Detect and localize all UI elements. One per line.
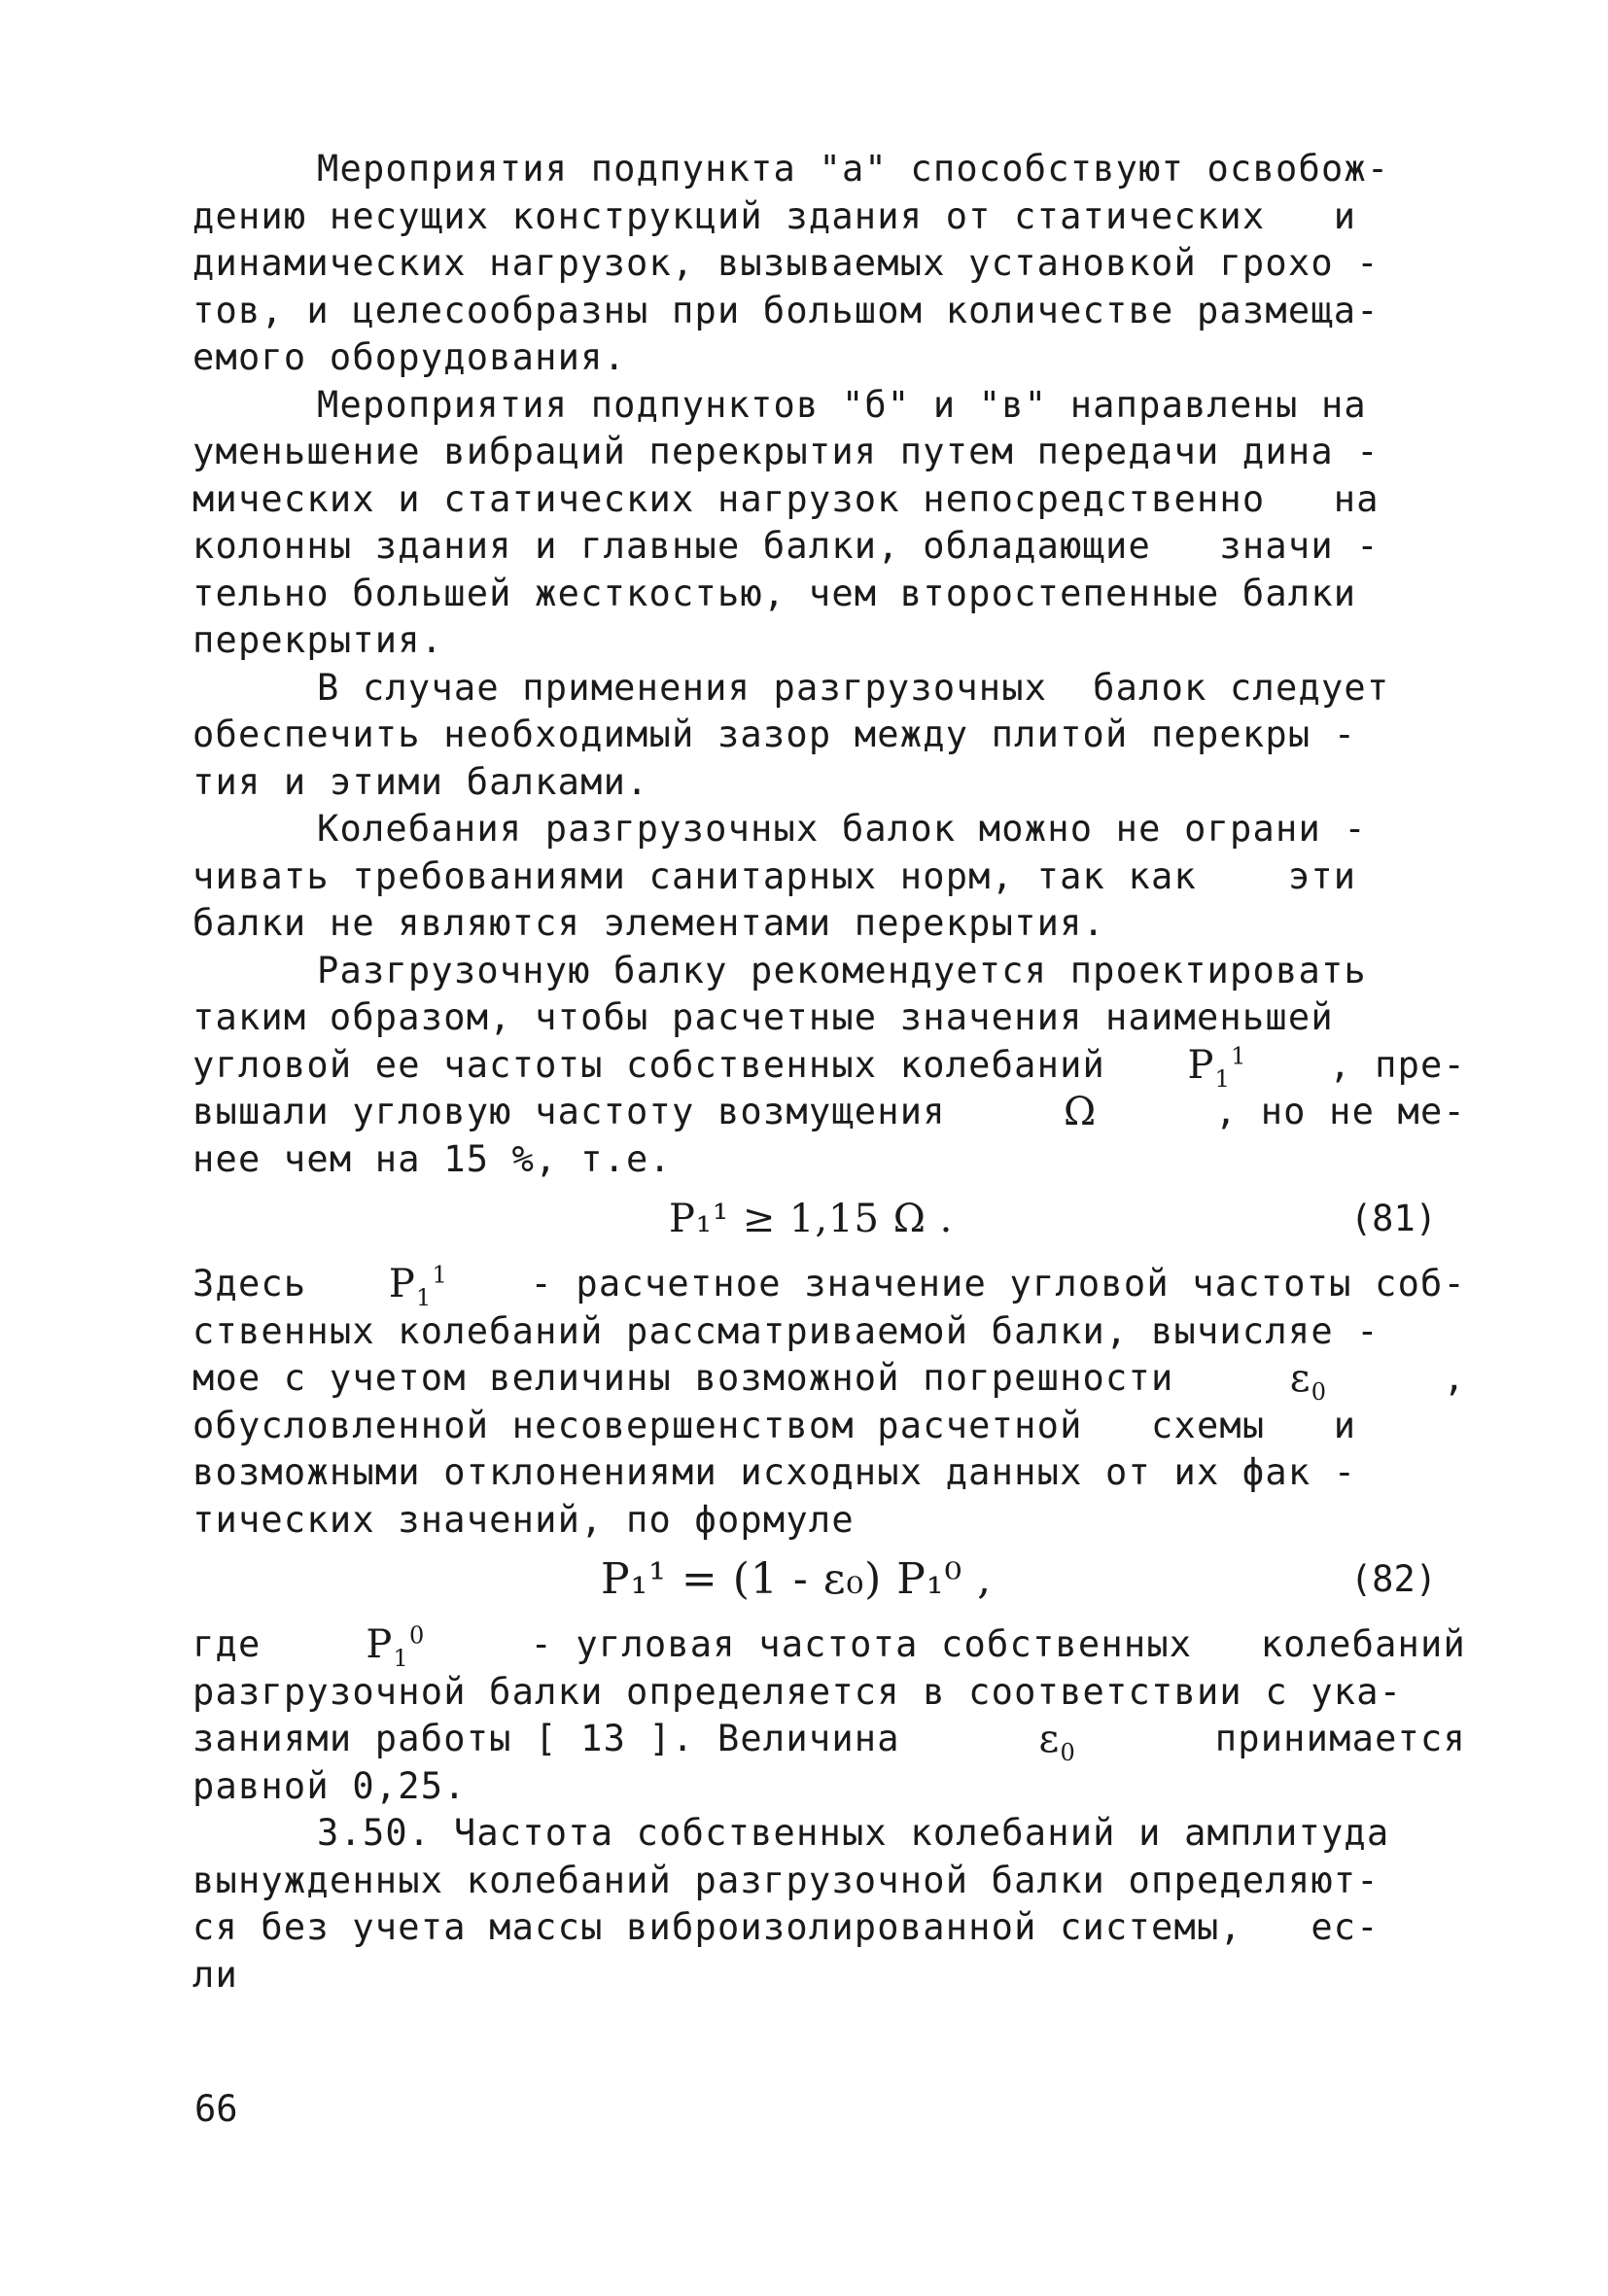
epsilon-0-symbol: $\varepsilon_0$	[1038, 1717, 1076, 1766]
text-line: уменьшение вибраций перекрытия путем передачи дина -	[192, 431, 1380, 472]
text-line-with-symbol	[192, 1042, 1466, 1093]
text-line-with-symbol	[192, 1621, 1466, 1672]
text-line: Мероприятия подпункта "а" способствуют освобож-	[317, 148, 1390, 190]
omega-symbol: Ω	[1064, 1090, 1098, 1134]
text-line: колонны здания и главные балки, обладающие значи -	[192, 525, 1380, 567]
text-segment: Здесь	[192, 1263, 307, 1305]
text-line: мических и статических нагрузок непосредственно на	[192, 477, 1380, 520]
text-line: равной 0,25.	[192, 1764, 467, 1807]
text-line: чивать требованиями санитарных норм, так как эти	[192, 854, 1357, 897]
text-line: тия и этими балками.	[192, 760, 649, 803]
document-page	[192, 146, 1466, 1999]
text-segment: ,	[1443, 1357, 1466, 1399]
text-line: тов, и целесообразны при большом количестве размеща-	[192, 289, 1380, 331]
p1-1-symbol: $P_1^1$	[388, 1261, 448, 1311]
text-segment: вышали угловую частоту возмущения	[192, 1091, 946, 1132]
text-segment: - расчетное значение угловой частоты соб-	[530, 1263, 1466, 1305]
text-segment: где	[192, 1623, 262, 1665]
text-line: перекрытия.	[192, 619, 444, 661]
paragraph-8	[192, 1810, 1466, 1999]
paragraph-4	[192, 806, 1466, 948]
text-segment: , но не ме-	[1214, 1091, 1466, 1132]
epsilon-0-symbol: $\varepsilon_0$	[1289, 1356, 1328, 1406]
text-line: ственных колебаний рассматриваемой балки, вычисляе -	[192, 1309, 1380, 1352]
text-line: динамических нагрузок, вызываемых установкой грохо -	[192, 242, 1380, 284]
text-line-with-symbol	[192, 1355, 1466, 1406]
formula-82	[192, 1548, 1466, 1612]
formula-number: (81)	[1349, 1198, 1437, 1239]
text-line: Мероприятия подпунктов "б" и "в" направлены на	[317, 383, 1367, 426]
text-segment: заниями работы [ 13 ]. Величина	[192, 1718, 900, 1759]
text-line: вынужденных колебаний разгрузочной балки определяют-	[192, 1859, 1380, 1901]
formula-expression: P₁¹ = (1 - ε₀) P₁⁰ ,	[601, 1554, 993, 1604]
paragraph-7	[192, 1621, 1466, 1810]
page-number: 66	[194, 2088, 238, 2130]
paragraph-3	[192, 665, 1466, 807]
text-line: тических значений, по формуле	[192, 1498, 855, 1541]
text-segment: угловой ее частоты собственных колебаний	[192, 1043, 1106, 1086]
text-line: нее чем на 15 %, т.е.	[192, 1137, 672, 1180]
text-line: ся без учета массы виброизолированной системы, ес-	[192, 1906, 1380, 1948]
text-line: обеспечить необходимый зазор между плитой перекры -	[192, 713, 1357, 755]
text-line: таким образом, чтобы расчетные значения наименьшей	[192, 996, 1334, 1038]
text-line: дению несущих конструкций здания от статических и	[192, 194, 1357, 237]
text-segment: - угловая частота собственных колебаний	[530, 1623, 1466, 1665]
text-line: тельно большей жесткостью, чем второстепенные балки	[192, 572, 1357, 614]
text-line: разгрузочной балки определяется в соответствии с ука-	[192, 1670, 1403, 1713]
text-line: обусловленной несовершенством расчетной схемы и	[192, 1404, 1357, 1446]
text-line-with-symbol	[192, 1261, 1466, 1311]
text-segment: мое с учетом величины возможной погрешности	[192, 1357, 1174, 1399]
formula-number: (82)	[1349, 1558, 1437, 1600]
paragraph-1	[192, 146, 1466, 382]
p1-0-symbol: $P_1^0$	[366, 1621, 426, 1672]
paragraph-2	[192, 382, 1466, 665]
text-line-with-symbol	[192, 1716, 1466, 1766]
text-line: емого оборудования.	[192, 336, 627, 378]
text-line: Разгрузочную балку рекомендуется проектировать	[317, 949, 1367, 991]
text-line: возможными отклонениями исходных данных от их фак -	[192, 1451, 1357, 1493]
p1-1-symbol: $P_1^1$	[1187, 1042, 1247, 1093]
paragraph-5	[192, 948, 1466, 1184]
text-line-with-symbol	[192, 1089, 1466, 1136]
text-line: В случае применения разгрузочных балок следует	[317, 666, 1390, 709]
text-segment: принимается	[1214, 1718, 1466, 1759]
paragraph-6	[192, 1261, 1466, 1544]
text-line: 3.50. Частота собственных колебаний и амплитуда	[317, 1812, 1390, 1854]
formula-expression: P₁¹ ≥ 1,15 Ω .	[669, 1197, 954, 1241]
text-segment: , пре-	[1329, 1043, 1466, 1086]
text-line: Колебания разгрузочных балок можно не ограни -	[317, 808, 1367, 850]
text-line: ли	[192, 1953, 238, 1996]
formula-81	[192, 1187, 1466, 1251]
text-line: балки не являются элементами перекрытия.	[192, 902, 1106, 944]
